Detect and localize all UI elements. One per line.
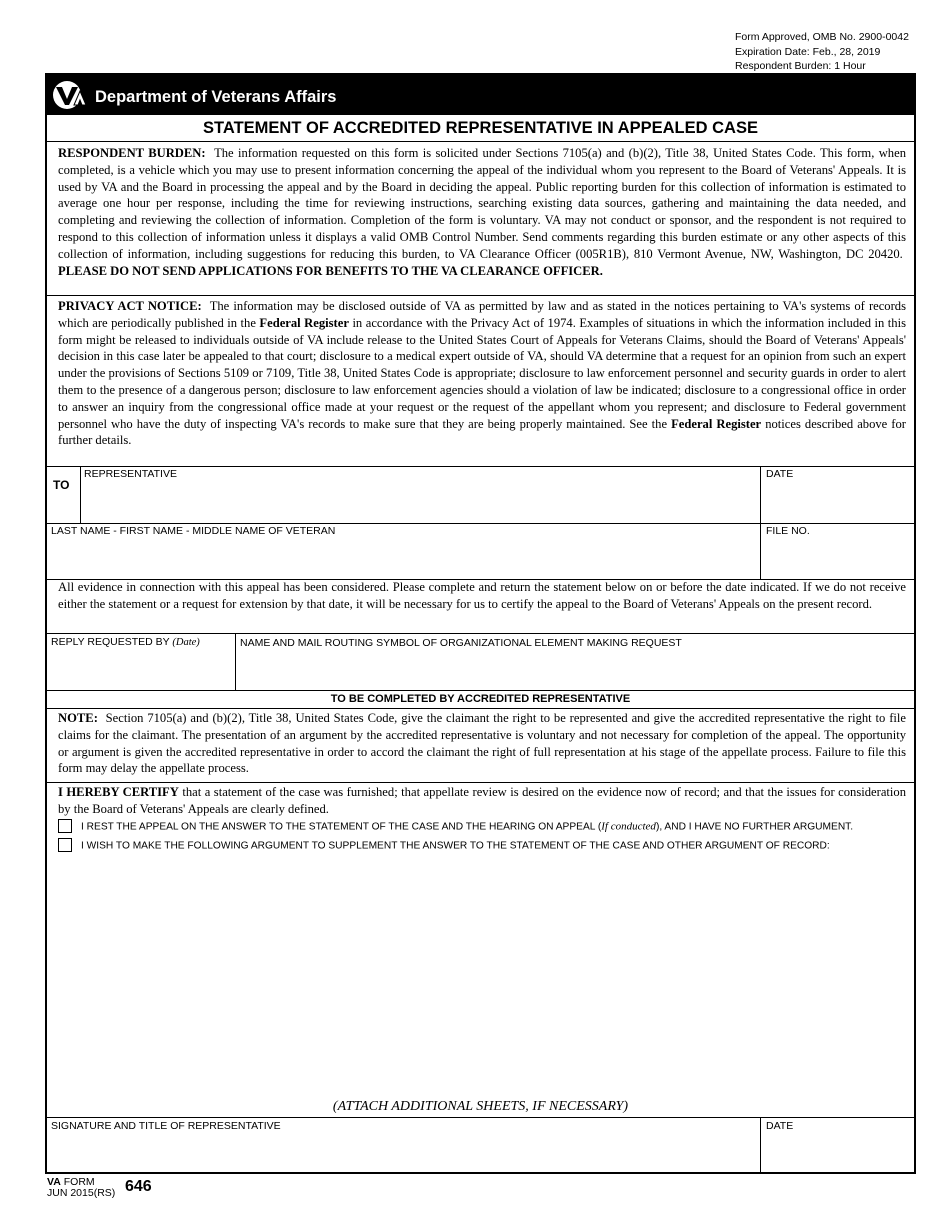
- file-no-label: FILE NO.: [766, 525, 810, 537]
- routing-label: NAME AND MAIL ROUTING SYMBOL OF ORGANIZATIONAL ELEMENT MAKING REQUEST: [240, 637, 682, 649]
- divider: [47, 523, 914, 524]
- note: [58, 710, 906, 777]
- respondent-burden: [58, 145, 906, 279]
- agency-name: Department of Veterans Affairs: [95, 88, 337, 106]
- divider: [47, 782, 914, 783]
- signature-field[interactable]: [48, 1135, 759, 1173]
- agency-header: [47, 75, 914, 115]
- divider: [47, 1117, 914, 1118]
- federal-register-1: Federal Register: [259, 315, 349, 330]
- footer-form: FORM: [63, 1176, 95, 1188]
- reply-requested-text: REPLY REQUESTED BY: [51, 636, 170, 648]
- omb-expiration: Expiration Date: Feb., 28, 2019: [735, 45, 881, 58]
- reply-requested-field[interactable]: [48, 651, 234, 689]
- option1-text-b: ), AND I HAVE NO FURTHER ARGUMENT.: [655, 821, 854, 833]
- privacy-part3: notices described above for further details.: [58, 416, 906, 448]
- rest-appeal-checkbox[interactable]: [58, 819, 72, 833]
- option2-text: I WISH TO MAKE THE FOLLOWING ARGUMENT TO SUPPLEMENT THE ANSWER TO THE STATEMENT OF THE CASE AND OTHER ARGUMENT OF RECORD:: [81, 840, 830, 852]
- divider: [47, 295, 914, 296]
- evidence-statement: All evidence in connection with this appeal has been considered. Please complete and return the statement below on or before the date indicated. If we do not receive either the statement or a request for extension by that date, it will be necessary for us to certify the appeal to the Board of Veterans' Appeals on the present record.: [58, 580, 906, 611]
- date-field[interactable]: [761, 483, 914, 522]
- respondent-burden-warning: PLEASE DO NOT SEND APPLICATIONS FOR BENEFITS TO THE VA CLEARANCE OFFICER.: [58, 263, 603, 278]
- option-further-argument: [58, 839, 830, 853]
- form-number: 646: [125, 1178, 152, 1195]
- routing-field[interactable]: [236, 651, 914, 689]
- veteran-name-label: LAST NAME - FIRST NAME - MIDDLE NAME OF VETERAN: [51, 525, 336, 537]
- attach-sheets-note: (ATTACH ADDITIONAL SHEETS, IF NECESSARY): [332, 1099, 629, 1114]
- note-body: Section 7105(a) and (b)(2), Title 38, United States Code, give the claimant the right to be represented and give the accredited representative the right to file claims for the claimant. The presentation of an argument by the accredited representative is voluntary and not necessary for completion of the appeal. The opportunity or argument is given the accredited representative in order to accord the claimant the right of full representation at his stage of the appellate process. Failure to file this form may delay the appellate process.: [58, 711, 907, 776]
- divider: [47, 633, 914, 634]
- omb-burden: Respondent Burden: 1 Hour: [735, 60, 866, 72]
- representative-label: REPRESENTATIVE: [84, 468, 177, 480]
- privacy-act-notice: [58, 298, 906, 449]
- privacy-part1: The information may be disclosed outside of VA as permitted by law and as stated in the notices pertaining to VA's systems of records which are periodically published in the: [58, 299, 907, 330]
- certify-body: that a statement of the case was furnished; that appellate review is desired on the evidence now of record; and that the issues for consideration by the Board of Veterans' Appeals are clearly defined.: [58, 785, 907, 816]
- omb-block: [735, 30, 909, 74]
- reply-requested-label: [51, 636, 200, 648]
- privacy-part2: in accordance with the Privacy Act of 1974. Examples of situations in which the information included in this form might be released to individuals outside of VA include release to the United States Court of Appeals for Veterans Claims, should the Board of Veterans' Appeals' decision in this case later be appealed to that court; disclosure to a medical expert outside of VA, should VA determine that a request for an opinion from such an expert under the provisions of Sections 5109 or 7109, Title 38, United States Code is appropriate; disclosure to law enforcement personnel and security guards in order to alert them to the presence of a dangerous person; disclosure to law enforcement agencies should a violation of law be indicated; disclosure to a congressional office in order to answer an inquiry from the congressional office made at your request or the request of the appellant whom you represent; and disclosure to Federal government personnel who have the duty of inspecting VA's records to make sure that they are being properly maintained. See the: [58, 315, 906, 431]
- option1-text-a: I REST THE APPEAL ON THE ANSWER TO THE STATEMENT OF THE CASE AND THE HEARING ON APPEAL (: [81, 821, 602, 833]
- privacy-heading: PRIVACY ACT NOTICE:: [58, 299, 202, 313]
- va-logo-icon: [52, 80, 90, 110]
- option1-italic: If conducted: [601, 820, 656, 833]
- certify-heading: I HEREBY CERTIFY: [58, 785, 179, 799]
- signature-label: SIGNATURE AND TITLE OF REPRESENTATIVE: [51, 1120, 281, 1132]
- signature-date-field[interactable]: [761, 1135, 914, 1173]
- file-no-field[interactable]: [761, 539, 914, 578]
- option-rest-appeal: [58, 820, 853, 834]
- argument-text-area[interactable]: [58, 860, 906, 1096]
- form-frame: [45, 73, 916, 1174]
- veteran-name-field[interactable]: [48, 539, 759, 578]
- date-label: DATE: [766, 468, 794, 480]
- signature-date-label: DATE: [766, 1120, 794, 1132]
- form-title: STATEMENT OF ACCREDITED REPRESENTATIVE IN APPEALED CASE: [47, 115, 914, 142]
- representative-field[interactable]: [81, 483, 759, 522]
- note-heading: NOTE:: [58, 711, 98, 725]
- respondent-burden-heading: RESPONDENT BURDEN:: [58, 146, 206, 160]
- footer-edition: JUN 2015(RS): [47, 1187, 116, 1199]
- respondent-burden-body: The information requested on this form is solicited under Sections 7105(a) and (b)(2), Title 38, United States Code. This form, when completed, is a vehicle which you may use to present information concerning the appeal of the individual whom you represent to the Board of Veterans' Appeals. It is used by VA and the Board in processing the appeal and by the Board in deciding the appeal. Public reporting burden for this collection of information is estimated to average one hour per response, including the time for reviewing instructions, searching existing data sources, gathering and maintaining the data needed, and completing and reviewing the collection of information. Completion of the form is voluntary. VA may not conduct or sponsor, and the respondent is not required to respond to this collection of information unless it displays a valid OMB Control Number. Send comments regarding this burden estimate or any other aspects of this collection of information, including suggestions for reducing this burden, to VA Clearance Officer (005R1B), 810 Vermont Avenue, NW, Washington, DC 20420.: [58, 146, 906, 261]
- footer-va: VA: [47, 1176, 61, 1188]
- to-label: TO: [53, 478, 70, 492]
- divider: [47, 466, 914, 467]
- federal-register-2: Federal Register: [671, 416, 762, 431]
- divider: [47, 690, 914, 691]
- certify-statement: [58, 784, 906, 818]
- divider: [47, 708, 914, 709]
- further-argument-checkbox[interactable]: [58, 838, 72, 852]
- reply-requested-hint: (Date): [172, 637, 200, 648]
- omb-approved: Form Approved, OMB No. 2900-0042: [735, 31, 909, 43]
- rep-section-heading: TO BE COMPLETED BY ACCREDITED REPRESENTATIVE: [330, 693, 631, 705]
- form-identifier: [47, 1177, 115, 1199]
